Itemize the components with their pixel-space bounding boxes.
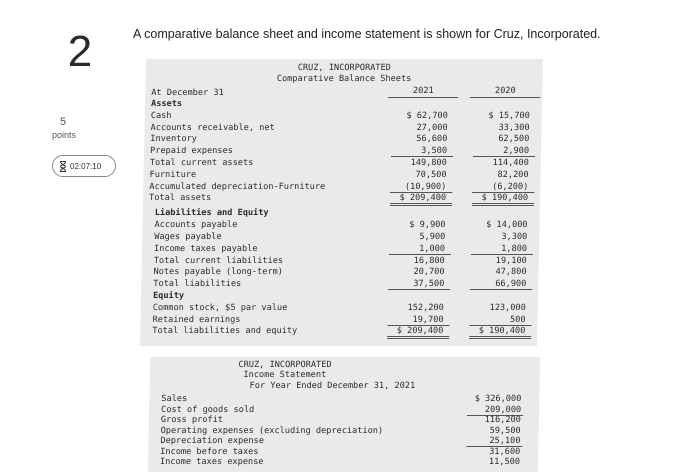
bs-value-2020: 19,100 xyxy=(495,255,527,266)
bs-row-label: Total liabilities xyxy=(153,279,242,290)
bs-value-2021: $ 209,400 xyxy=(396,326,444,337)
bs-row-label: Liabilities and Equity xyxy=(154,208,269,219)
is-row-label: Income taxes expense xyxy=(159,457,264,467)
bs-company: CRUZ, INCORPORATED xyxy=(297,63,391,73)
bs-value-2021: 5,900 xyxy=(419,232,446,242)
bs-value-2021: 1,000 xyxy=(419,243,446,254)
is-row-value: 116,200 xyxy=(484,415,521,425)
bs-value-2021: $ 62,700 xyxy=(406,110,448,121)
bs-value-2020: 500 xyxy=(509,314,526,325)
bs-row-label: Equity xyxy=(152,291,185,301)
bs-row-label: Furniture xyxy=(149,169,197,180)
bs-row-label: Prepaid expenses xyxy=(149,146,233,157)
income-statement xyxy=(148,357,540,472)
is-row-value: 25,100 xyxy=(489,436,521,446)
bs-value-2021: 16,800 xyxy=(413,255,445,266)
is-row-value: 59,500 xyxy=(489,425,521,436)
is-row-value: $ 326,000 xyxy=(474,394,522,404)
bs-value-2020: 66,900 xyxy=(495,279,527,290)
bs-value-2020: $ 190,400 xyxy=(478,326,526,337)
is-row-label: Sales xyxy=(161,394,188,404)
bs-value-2021: 149,800 xyxy=(410,158,447,168)
is-period: For Year Ended December 31, 2021 xyxy=(249,381,416,391)
bs-row-label: Retained earnings xyxy=(152,314,241,325)
bs-value-2020: $ 15,700 xyxy=(488,110,530,121)
bs-value-2020: (6,200) xyxy=(492,181,529,192)
bs-row-label: Assets xyxy=(150,99,183,109)
bs-row-label: Inventory xyxy=(150,134,198,145)
timer-value: 02:07:10 xyxy=(70,161,102,171)
bs-value-2020: $ 14,000 xyxy=(486,220,528,231)
bs-row-label: Cash xyxy=(150,110,172,121)
bs-date-label: At December 31 xyxy=(151,88,224,98)
bs-value-2020: 33,300 xyxy=(498,122,530,133)
bs-value-2021: $ 9,900 xyxy=(409,220,446,231)
bs-value-2020: $ 190,400 xyxy=(481,193,529,204)
timer-badge[interactable] xyxy=(52,155,116,177)
bs-row-label: Total assets xyxy=(148,193,212,204)
is-row-value: 209,000 xyxy=(484,404,522,415)
bs-value-2020: 2,900 xyxy=(503,146,530,157)
bs-year-2021: 2021 xyxy=(412,86,434,96)
is-row-label: Depreciation expense xyxy=(160,436,265,446)
bs-row-label: Total current assets xyxy=(149,158,254,168)
bs-row-label: Notes payable (long-term) xyxy=(153,267,284,278)
bs-value-2020: 1,800 xyxy=(501,243,528,254)
points-value: 5 xyxy=(60,116,67,128)
bs-year-2020: 2020 xyxy=(494,86,516,96)
bs-value-2021: 19,700 xyxy=(412,314,444,325)
points-label: points xyxy=(52,130,77,140)
bs-value-2020: 114,400 xyxy=(492,158,529,168)
is-row-label: Income before taxes xyxy=(160,446,259,457)
bs-value-2021: 152,200 xyxy=(407,302,444,313)
bs-row-label: Total current liabilities xyxy=(153,255,284,266)
bs-row-label: Income taxes payable xyxy=(153,243,258,254)
is-row-value: 11,500 xyxy=(488,457,521,467)
bs-value-2021: 27,000 xyxy=(416,122,448,133)
bs-row-label: Wages payable xyxy=(154,232,222,242)
bs-value-2020: 82,200 xyxy=(497,169,529,180)
is-title: Income Statement xyxy=(243,370,327,380)
bs-value-2021: 37,500 xyxy=(413,279,445,290)
is-row-value: 31,600 xyxy=(489,446,521,457)
bs-value-2020: 62,500 xyxy=(498,134,530,145)
bs-value-2021: 70,500 xyxy=(415,169,447,180)
bs-row-label: Accumulated depreciation-Furniture xyxy=(149,181,326,192)
bs-value-2021: (10,900) xyxy=(404,181,447,192)
bs-value-2021: 56,600 xyxy=(416,134,448,145)
is-row-label: Cost of goods sold xyxy=(161,404,255,415)
bs-value-2021: 3,500 xyxy=(421,146,448,157)
question-prompt: A comparative balance sheet and income statement is shown for Cruz, Incorporated. xyxy=(133,27,601,41)
hourglass-icon xyxy=(59,161,67,172)
bs-row-label: Accounts receivable, net xyxy=(150,122,275,133)
is-row-label: Operating expenses (excluding depreciation) xyxy=(160,425,384,436)
is-company: CRUZ, INCORPORATED xyxy=(238,360,332,370)
bs-row-label: Accounts payable xyxy=(154,220,238,231)
bs-title: Comparative Balance Sheets xyxy=(276,74,412,84)
bs-value-2021: 20,700 xyxy=(413,267,445,278)
bs-row-label: Total liabilities and equity xyxy=(152,326,298,337)
bs-row-label: Common stock, $5 par value xyxy=(152,302,288,313)
bs-value-2020: 123,000 xyxy=(489,302,526,313)
question-number: 2 xyxy=(67,27,93,76)
bs-value-2021: $ 209,400 xyxy=(399,193,447,204)
is-row-label: Gross profit xyxy=(160,415,224,425)
bs-value-2020: 3,300 xyxy=(501,232,528,242)
balance-sheet xyxy=(140,59,543,346)
bs-value-2020: 47,800 xyxy=(495,267,527,278)
